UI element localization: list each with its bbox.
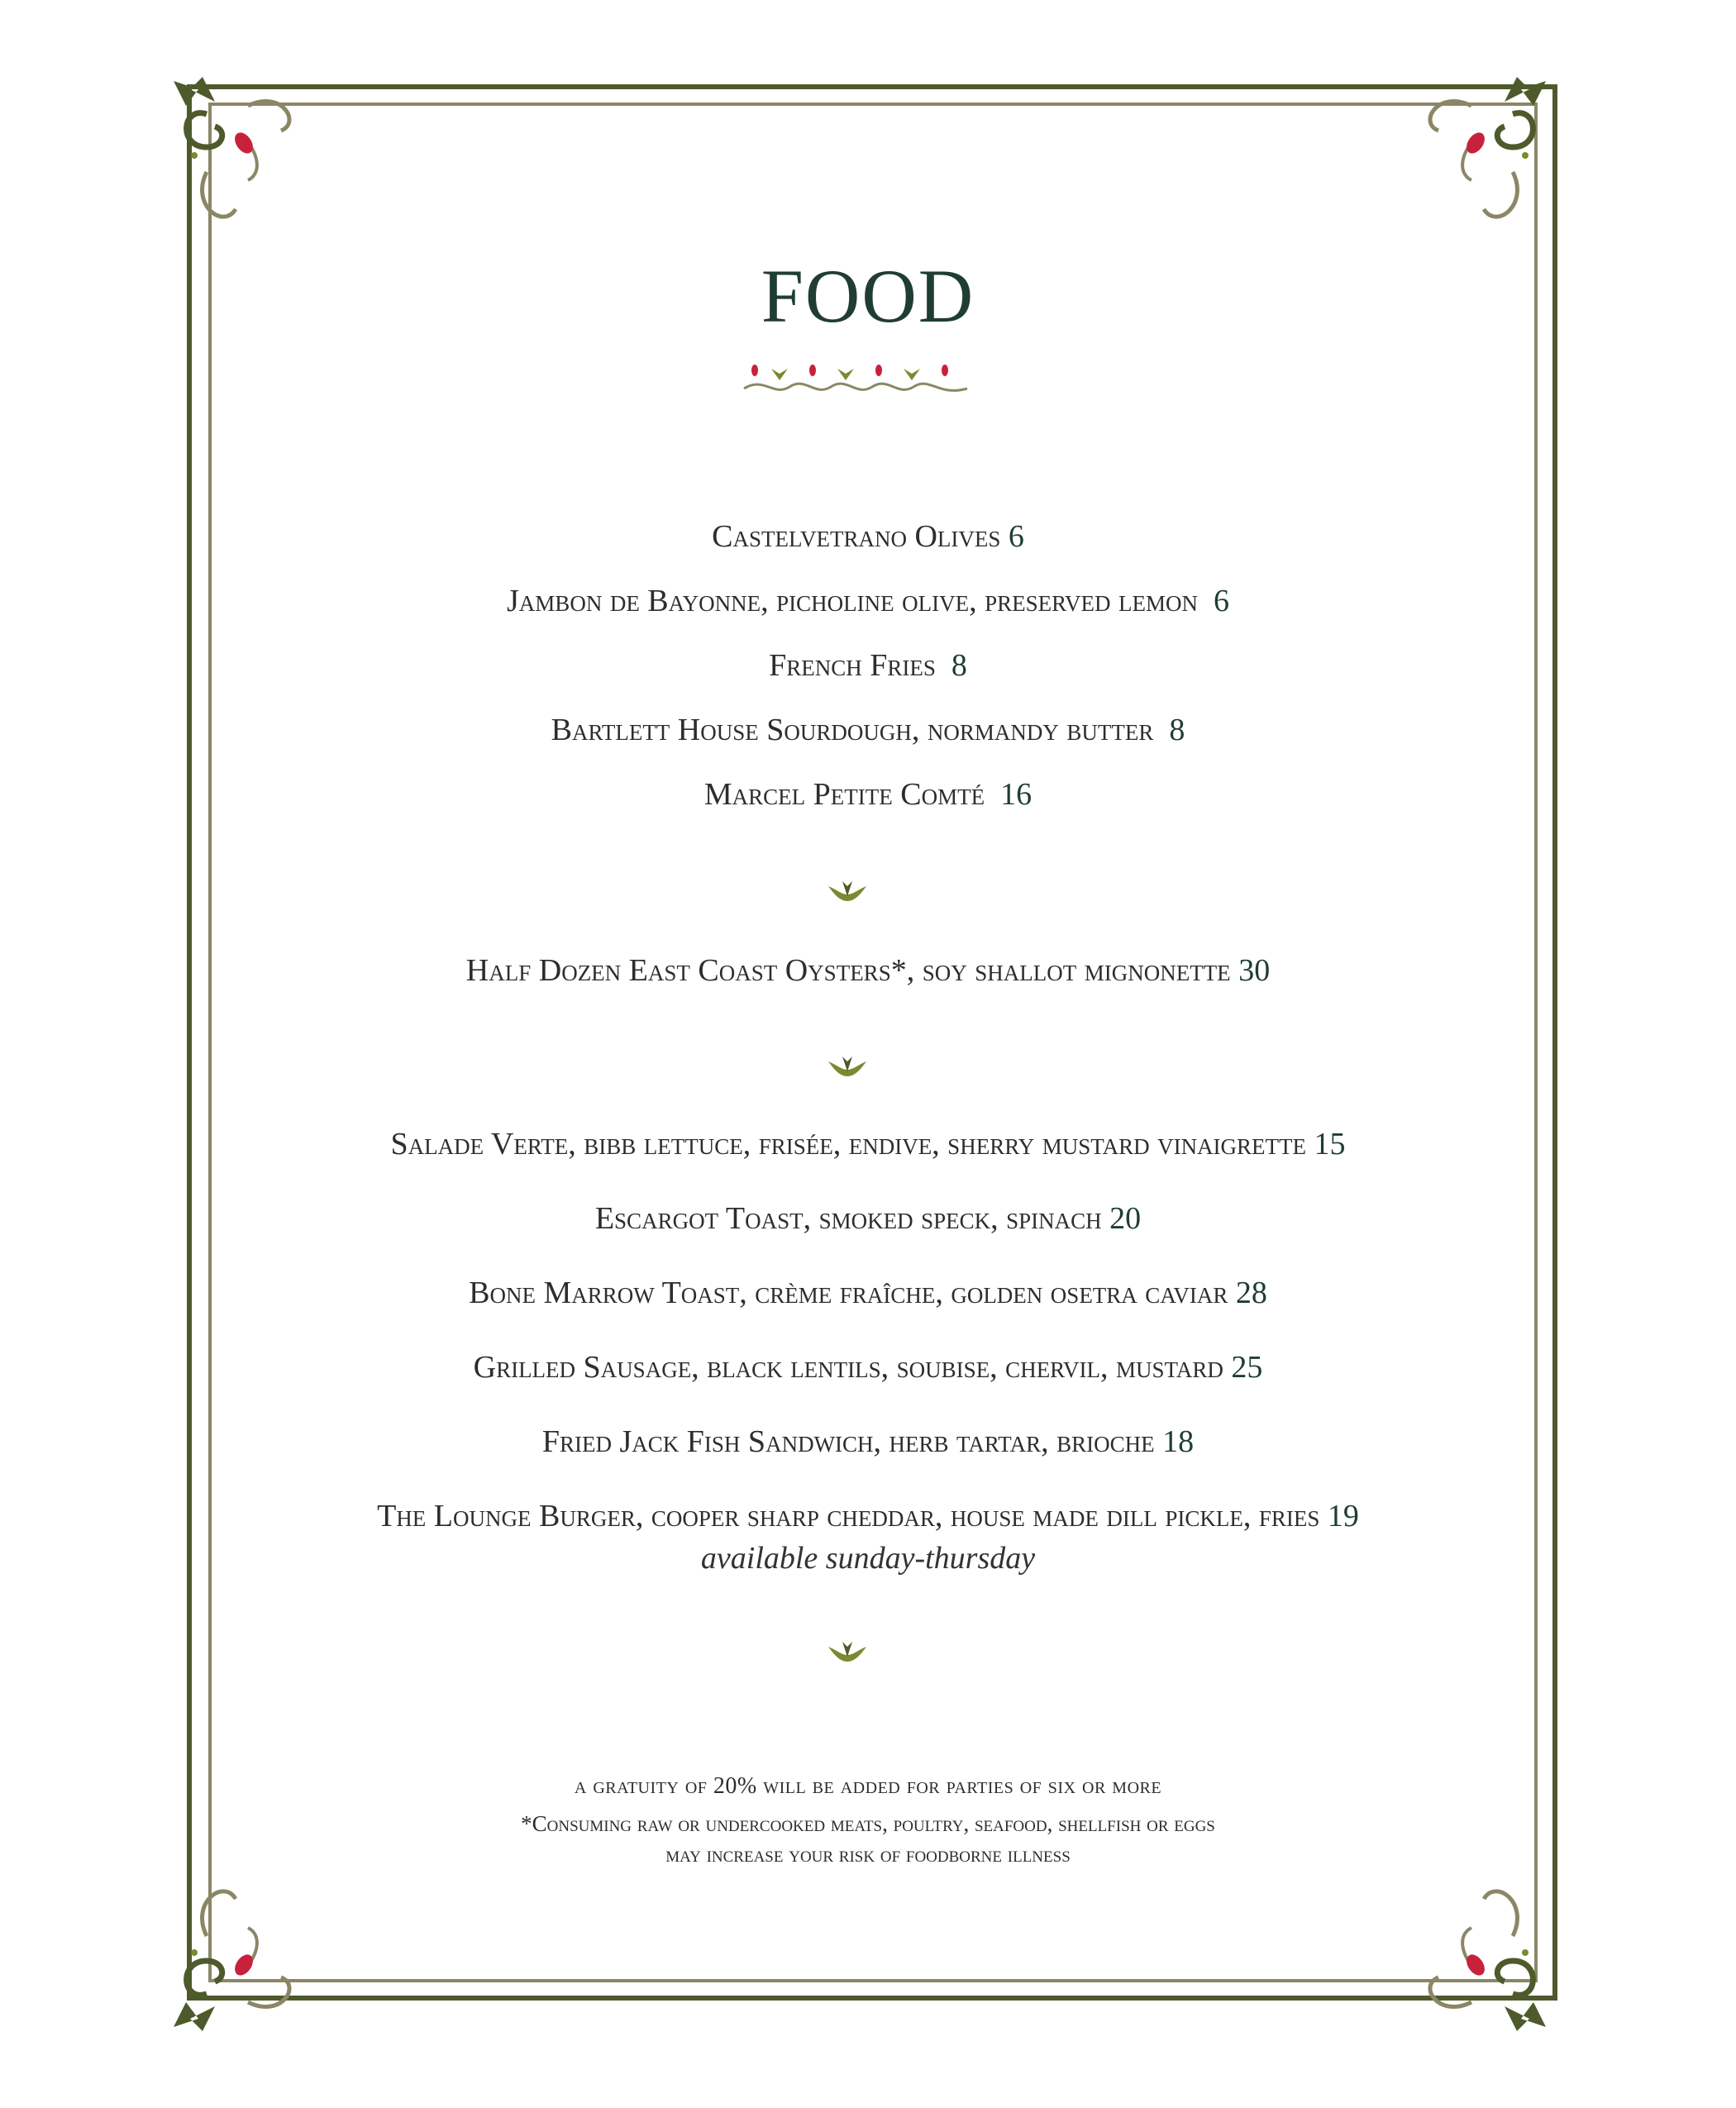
menu-item: The Lounge Burger, cooper sharp cheddar, house made dill pickle, fries 19 <box>377 1499 1359 1533</box>
menu-item-note: available sunday-thursday <box>700 1541 1036 1576</box>
menu-item: Castelvetrano Olives 6 <box>712 519 1024 554</box>
menu-item: Salade Verte, bibb lettuce, frisée, endive, sherry mustard vinaigrette 15 <box>390 1127 1346 1161</box>
health-warning-line1: *Consuming raw or undercooked meats, poultry, seafood, shellfish or eggs <box>521 1811 1215 1836</box>
menu-item: Marcel Petite Comté 16 <box>703 777 1033 812</box>
menu-section-mains <box>0 1128 1736 1576</box>
menu-item: French Fries 8 <box>769 648 967 683</box>
menu-item: Grilled Sausage, black lentils, soubise, chervil, mustard 25 <box>473 1350 1263 1385</box>
menu-item: Escargot Toast, smoked speck, spinach 20 <box>594 1201 1142 1236</box>
floral-border-icon <box>740 355 971 401</box>
corner-ornament-icon <box>157 1837 372 2052</box>
menu-item: Bartlett House Sourdough, normandy butter 8 <box>551 713 1185 747</box>
leaf-divider-icon <box>827 1637 868 1667</box>
leaf-divider-icon <box>827 1052 868 1081</box>
health-warning-line2: may increase your risk of foodborne illness <box>665 1842 1071 1867</box>
leaf-divider-icon <box>827 876 868 906</box>
corner-ornament-icon <box>1347 56 1562 271</box>
menu-section-oysters <box>0 955 1736 986</box>
gratuity-note: a gratuity of 20% will be added for parties of six or more <box>574 1773 1162 1799</box>
corner-ornament-icon <box>1347 1837 1562 2052</box>
menu-footer <box>0 1773 1736 1867</box>
corner-ornament-icon <box>157 56 372 271</box>
page-title: FOOD <box>761 254 975 338</box>
menu-item: Bone Marrow Toast, crème fraîche, golden osetra caviar 28 <box>469 1276 1267 1310</box>
menu-item: Fried Jack Fish Sandwich, herb tartar, brioche 18 <box>541 1424 1195 1459</box>
menu-section-starters <box>0 521 1736 843</box>
menu-item: Half Dozen East Coast Oysters*, soy shallot mignonette 30 <box>465 953 1271 988</box>
menu-item: Jambon de Bayonne, picholine olive, preserved lemon 6 <box>507 584 1229 618</box>
